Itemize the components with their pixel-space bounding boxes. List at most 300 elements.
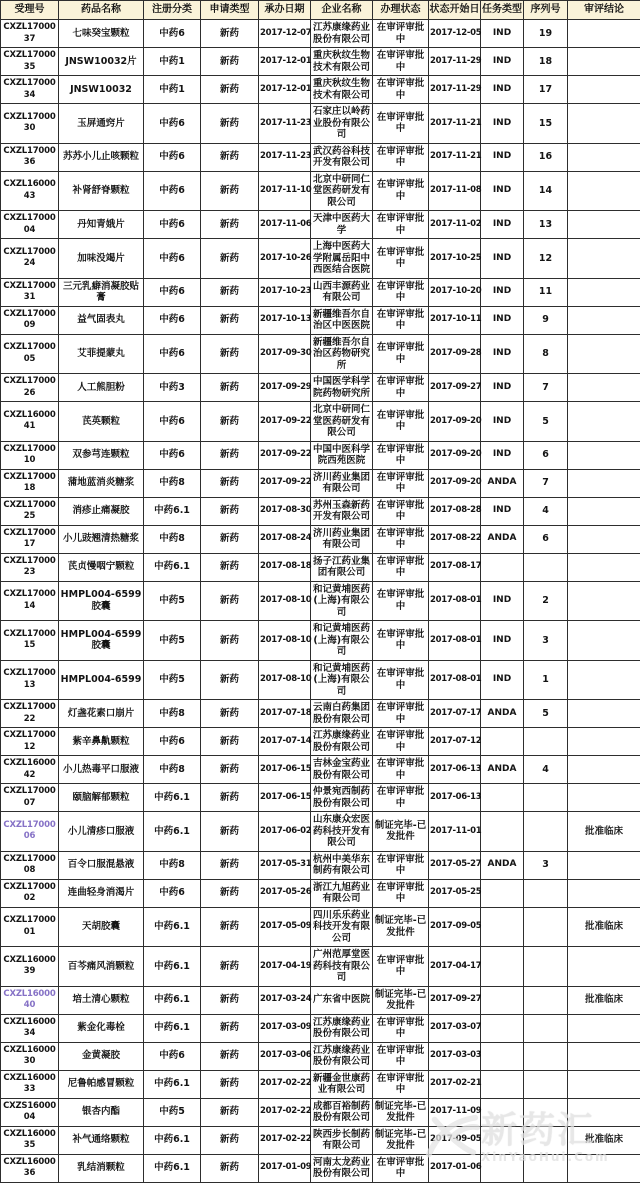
status-date-cell: 2017-02-21 xyxy=(429,1070,481,1098)
status-date-cell: 2017-08-17 xyxy=(429,553,481,581)
accept-date-cell: 2017-12-07 xyxy=(259,20,311,48)
conclusion-cell xyxy=(568,211,640,239)
app-type-cell: 新药 xyxy=(201,525,259,553)
status-date-cell: 2017-08-22 xyxy=(429,525,481,553)
acceptance-no-cell: CXZL1700007 xyxy=(1,784,59,812)
status-cell: 在审评审批中 xyxy=(373,278,429,306)
accept-date-cell: 2017-04-19 xyxy=(259,947,311,987)
conclusion-cell xyxy=(568,947,640,987)
company-cell: 吉林金宝药业股份有限公司 xyxy=(311,756,373,784)
table-row xyxy=(1,1154,640,1182)
seq-no-cell xyxy=(524,907,568,947)
conclusion-cell xyxy=(568,851,640,879)
accept-date-cell: 2017-02-22 xyxy=(259,1070,311,1098)
status-cell: 在审评审批中 xyxy=(373,851,429,879)
company-cell: 云南白药集团股份有限公司 xyxy=(311,700,373,728)
app-type-cell: 新药 xyxy=(201,986,259,1014)
seq-no-cell: 19 xyxy=(524,20,568,48)
status-cell: 在审评审批中 xyxy=(373,1014,429,1042)
app-type-cell: 新药 xyxy=(201,1126,259,1154)
reg-class-cell: 中药8 xyxy=(144,851,201,879)
reg-class-cell: 中药8 xyxy=(144,700,201,728)
app-type-cell: 新药 xyxy=(201,402,259,442)
table-row xyxy=(1,278,640,306)
conclusion-cell xyxy=(568,1154,640,1182)
acceptance-no-cell: CXZL1700022 xyxy=(1,700,59,728)
acceptance-no-cell: CXZL1700026 xyxy=(1,374,59,402)
conclusion-cell xyxy=(568,76,640,104)
accept-date-cell: 2017-08-10 xyxy=(259,660,311,700)
drug-name-cell: 丹知青娥片 xyxy=(59,211,144,239)
conclusion-cell xyxy=(568,306,640,334)
status-cell: 在审评审批中 xyxy=(373,441,429,469)
table-row xyxy=(1,104,640,144)
status-cell: 在审评审批中 xyxy=(373,525,429,553)
accept-date-cell: 2017-06-15 xyxy=(259,784,311,812)
accept-date-cell: 2017-09-22 xyxy=(259,402,311,442)
company-cell: 山东康众宏医药科技开发有限公司 xyxy=(311,812,373,852)
acceptance-no-cell: CXZL1600034 xyxy=(1,1014,59,1042)
status-date-cell: 2017-09-27 xyxy=(429,374,481,402)
seq-no-cell xyxy=(524,1070,568,1098)
status-cell: 在审评审批中 xyxy=(373,171,429,211)
acceptance-no-cell: CXZL1700015 xyxy=(1,621,59,661)
status-cell: 在审评审批中 xyxy=(373,728,429,756)
task-type-cell: IND xyxy=(481,581,524,621)
drug-name-cell: HMPL004-6599 xyxy=(59,660,144,700)
task-type-cell: IND xyxy=(481,374,524,402)
accept-date-cell: 2017-06-15 xyxy=(259,756,311,784)
drug-name-cell: 百芩痛风消颗粒 xyxy=(59,947,144,987)
accept-date-cell: 2017-06-02 xyxy=(259,812,311,852)
status-date-cell: 2017-07-17 xyxy=(429,700,481,728)
app-type-cell: 新药 xyxy=(201,581,259,621)
reg-class-cell: 中药6.1 xyxy=(144,1126,201,1154)
status-date-cell: 2017-07-12 xyxy=(429,728,481,756)
company-cell: 新疆维吾尔自治区药物研究所 xyxy=(311,334,373,374)
drug-name-cell: 补肾舒脊颗粒 xyxy=(59,171,144,211)
table-row xyxy=(1,1014,640,1042)
status-date-cell: 2017-11-21 xyxy=(429,104,481,144)
app-type-cell: 新药 xyxy=(201,171,259,211)
app-type-cell: 新药 xyxy=(201,334,259,374)
column-header: 企业名称 xyxy=(311,1,373,20)
table-row xyxy=(1,525,640,553)
conclusion-cell xyxy=(568,581,640,621)
accept-date-cell: 2017-05-09 xyxy=(259,907,311,947)
app-type-cell: 新药 xyxy=(201,851,259,879)
conclusion-cell xyxy=(568,469,640,497)
drug-name-cell: 培土清心颗粒 xyxy=(59,986,144,1014)
company-cell: 重庆秋纹生物技术有限公司 xyxy=(311,76,373,104)
app-type-cell: 新药 xyxy=(201,143,259,171)
table-row xyxy=(1,660,640,700)
company-cell: 河南太龙药业股份有限公司 xyxy=(311,1154,373,1182)
acceptance-no-cell: CXZL1700002 xyxy=(1,879,59,907)
column-header: 药品名称 xyxy=(59,1,144,20)
reg-class-cell: 中药6 xyxy=(144,306,201,334)
acceptance-no-cell: CXZL1600033 xyxy=(1,1070,59,1098)
reg-class-cell: 中药8 xyxy=(144,469,201,497)
acceptance-no-cell[interactable]: CXZL1700006 xyxy=(1,812,59,852)
table-row xyxy=(1,986,640,1014)
task-type-cell xyxy=(481,879,524,907)
company-cell: 中国中医科学院西苑医院 xyxy=(311,441,373,469)
status-cell: 在审评审批中 xyxy=(373,660,429,700)
acceptance-no-cell: CXZL1700012 xyxy=(1,728,59,756)
status-cell: 在审评审批中 xyxy=(373,497,429,525)
table-row xyxy=(1,441,640,469)
table-row xyxy=(1,907,640,947)
acceptance-no-cell: CXZL1700009 xyxy=(1,306,59,334)
acceptance-no-cell: CXZL1700030 xyxy=(1,104,59,144)
acceptance-no-cell: CXZL1700010 xyxy=(1,441,59,469)
seq-no-cell: 3 xyxy=(524,851,568,879)
task-type-cell: IND xyxy=(481,211,524,239)
status-date-cell: 2017-11-08 xyxy=(429,171,481,211)
table-row xyxy=(1,497,640,525)
task-type-cell: IND xyxy=(481,621,524,661)
company-cell: 仲景宛西制药股份有限公司 xyxy=(311,784,373,812)
status-cell: 制证完毕-已发批件 xyxy=(373,1126,429,1154)
task-type-cell: IND xyxy=(481,402,524,442)
drug-name-cell: 玉屏通窍片 xyxy=(59,104,144,144)
company-cell: 扬子江药业集团有限公司 xyxy=(311,553,373,581)
status-date-cell: 2017-08-28 xyxy=(429,497,481,525)
task-type-cell xyxy=(481,947,524,987)
app-type-cell: 新药 xyxy=(201,48,259,76)
app-type-cell: 新药 xyxy=(201,784,259,812)
app-type-cell: 新药 xyxy=(201,553,259,581)
column-header: 序列号 xyxy=(524,1,568,20)
company-cell: 陕西步长制药有限公司 xyxy=(311,1126,373,1154)
conclusion-cell xyxy=(568,553,640,581)
table-row xyxy=(1,700,640,728)
table-row xyxy=(1,1042,640,1070)
column-header: 注册分类 xyxy=(144,1,201,20)
status-date-cell: 2017-03-07 xyxy=(429,1014,481,1042)
header-row xyxy=(1,1,640,20)
conclusion-cell: 批准临床 xyxy=(568,907,640,947)
acceptance-no-cell: CXZS1600004 xyxy=(1,1098,59,1126)
status-cell: 在审评审批中 xyxy=(373,700,429,728)
reg-class-cell: 中药6 xyxy=(144,334,201,374)
reg-class-cell: 中药6 xyxy=(144,211,201,239)
reg-class-cell: 中药6 xyxy=(144,171,201,211)
status-cell: 在审评审批中 xyxy=(373,402,429,442)
acceptance-no-cell[interactable]: CXZL1600040 xyxy=(1,986,59,1014)
drug-name-cell: 百令口服混悬液 xyxy=(59,851,144,879)
conclusion-cell: 批准临床 xyxy=(568,812,640,852)
status-cell: 在审评审批中 xyxy=(373,581,429,621)
task-type-cell: IND xyxy=(481,143,524,171)
drug-name-cell: 小儿豉翘清热糖浆 xyxy=(59,525,144,553)
conclusion-cell xyxy=(568,1098,640,1126)
company-cell: 四川乐乐药业科技开发有限公司 xyxy=(311,907,373,947)
company-cell: 杭州中美华东制药有限公司 xyxy=(311,851,373,879)
status-cell: 制证完毕-已发批件 xyxy=(373,907,429,947)
app-type-cell: 新药 xyxy=(201,469,259,497)
status-date-cell: 2017-10-11 xyxy=(429,306,481,334)
task-type-cell: IND xyxy=(481,171,524,211)
task-type-cell: IND xyxy=(481,278,524,306)
status-cell: 制证完毕-已发批件 xyxy=(373,1098,429,1126)
column-header: 申请类型 xyxy=(201,1,259,20)
status-date-cell: 2017-06-13 xyxy=(429,784,481,812)
seq-no-cell: 5 xyxy=(524,402,568,442)
seq-no-cell xyxy=(524,1014,568,1042)
drug-name-cell: 消疹止痛凝胶 xyxy=(59,497,144,525)
task-type-cell: ANDA xyxy=(481,700,524,728)
accept-date-cell: 2017-10-26 xyxy=(259,239,311,279)
reg-class-cell: 中药6 xyxy=(144,1042,201,1070)
app-type-cell: 新药 xyxy=(201,1070,259,1098)
reg-class-cell: 中药6 xyxy=(144,20,201,48)
task-type-cell: ANDA xyxy=(481,525,524,553)
seq-no-cell xyxy=(524,812,568,852)
drug-name-cell: 乳结消颗粒 xyxy=(59,1154,144,1182)
task-type-cell: IND xyxy=(481,441,524,469)
table-row xyxy=(1,48,640,76)
acceptance-no-cell: CXZL1700017 xyxy=(1,525,59,553)
reg-class-cell: 中药6.1 xyxy=(144,1014,201,1042)
table-body xyxy=(1,20,640,1183)
acceptance-no-cell: CXZL1600030 xyxy=(1,1042,59,1070)
reg-class-cell: 中药3 xyxy=(144,374,201,402)
acceptance-no-cell: CXZL1700035 xyxy=(1,48,59,76)
company-cell: 成都百裕制药股份有限公司 xyxy=(311,1098,373,1126)
seq-no-cell: 6 xyxy=(524,441,568,469)
acceptance-no-cell: CXZL1700001 xyxy=(1,907,59,947)
task-type-cell: IND xyxy=(481,76,524,104)
company-cell: 天津中医药大学 xyxy=(311,211,373,239)
table-row xyxy=(1,553,640,581)
status-cell: 在审评审批中 xyxy=(373,621,429,661)
conclusion-cell xyxy=(568,441,640,469)
reg-class-cell: 中药6.1 xyxy=(144,812,201,852)
status-cell: 在审评审批中 xyxy=(373,469,429,497)
status-cell: 在审评审批中 xyxy=(373,879,429,907)
conclusion-cell xyxy=(568,497,640,525)
task-type-cell: IND xyxy=(481,334,524,374)
task-type-cell xyxy=(481,1098,524,1126)
seq-no-cell: 2 xyxy=(524,581,568,621)
seq-no-cell xyxy=(524,553,568,581)
drug-name-cell: 三元乳癖消凝胶贴膏 xyxy=(59,278,144,306)
status-date-cell: 2017-03-03 xyxy=(429,1042,481,1070)
seq-no-cell: 14 xyxy=(524,171,568,211)
accept-date-cell: 2017-01-09 xyxy=(259,1154,311,1182)
drug-name-cell: 芪贞慢咽宁颗粒 xyxy=(59,553,144,581)
task-type-cell xyxy=(481,907,524,947)
seq-no-cell xyxy=(524,784,568,812)
company-cell: 北京中研同仁堂医药研发有限公司 xyxy=(311,171,373,211)
acceptance-no-cell: CXZL1600041 xyxy=(1,402,59,442)
conclusion-cell xyxy=(568,660,640,700)
conclusion-cell xyxy=(568,171,640,211)
drug-name-cell: 人工熊胆粉 xyxy=(59,374,144,402)
conclusion-cell xyxy=(568,334,640,374)
seq-no-cell: 4 xyxy=(524,497,568,525)
status-cell: 在审评审批中 xyxy=(373,76,429,104)
accept-date-cell: 2017-11-06 xyxy=(259,211,311,239)
app-type-cell: 新药 xyxy=(201,76,259,104)
accept-date-cell: 2017-08-10 xyxy=(259,621,311,661)
task-type-cell xyxy=(481,1014,524,1042)
conclusion-cell xyxy=(568,879,640,907)
company-cell: 浙江九旭药业有限公司 xyxy=(311,879,373,907)
accept-date-cell: 2017-11-10 xyxy=(259,171,311,211)
reg-class-cell: 中药6.1 xyxy=(144,553,201,581)
reg-class-cell: 中药6 xyxy=(144,278,201,306)
status-date-cell: 2017-09-05 xyxy=(429,1126,481,1154)
status-date-cell: 2017-11-21 xyxy=(429,143,481,171)
task-type-cell: IND xyxy=(481,48,524,76)
seq-no-cell: 12 xyxy=(524,239,568,279)
reg-class-cell: 中药6 xyxy=(144,104,201,144)
task-type-cell: ANDA xyxy=(481,469,524,497)
watermark-domain-text: XinYaoHui.Com xyxy=(481,1150,610,1164)
accept-date-cell: 2017-02-22 xyxy=(259,1126,311,1154)
status-cell: 在审评审批中 xyxy=(373,104,429,144)
table-row xyxy=(1,239,640,279)
drug-name-cell: 补气通络颗粒 xyxy=(59,1126,144,1154)
accept-date-cell: 2017-12-01 xyxy=(259,48,311,76)
drug-name-cell: 颐脑解郁颗粒 xyxy=(59,784,144,812)
accept-date-cell: 2017-07-14 xyxy=(259,728,311,756)
status-date-cell: 2017-09-27 xyxy=(429,986,481,1014)
conclusion-cell: 批准临床 xyxy=(568,1126,640,1154)
column-header: 办理状态 xyxy=(373,1,429,20)
drug-name-cell: 七味癸宝颗粒 xyxy=(59,20,144,48)
status-date-cell: 2017-11-29 xyxy=(429,76,481,104)
table-row xyxy=(1,334,640,374)
accept-date-cell: 2017-09-29 xyxy=(259,374,311,402)
conclusion-cell xyxy=(568,143,640,171)
status-date-cell: 2017-11-29 xyxy=(429,48,481,76)
status-cell: 在审评审批中 xyxy=(373,947,429,987)
accept-date-cell: 2017-09-22 xyxy=(259,441,311,469)
table-row xyxy=(1,1070,640,1098)
drug-name-cell: JNSW10032 xyxy=(59,76,144,104)
conclusion-cell xyxy=(568,784,640,812)
conclusion-cell xyxy=(568,239,640,279)
task-type-cell: IND xyxy=(481,497,524,525)
status-date-cell: 2017-06-13 xyxy=(429,756,481,784)
reg-class-cell: 中药6 xyxy=(144,143,201,171)
drug-name-cell: HMPL004-6599胶囊 xyxy=(59,621,144,661)
seq-no-cell: 6 xyxy=(524,525,568,553)
drug-name-cell: HMPL004-6599胶囊 xyxy=(59,581,144,621)
accept-date-cell: 2017-11-23 xyxy=(259,104,311,144)
company-cell: 江苏康缘药业股份有限公司 xyxy=(311,1014,373,1042)
table-row xyxy=(1,621,640,661)
conclusion-cell xyxy=(568,104,640,144)
drug-name-cell: 艾菲提蒙丸 xyxy=(59,334,144,374)
status-cell: 在审评审批中 xyxy=(373,20,429,48)
seq-no-cell: 16 xyxy=(524,143,568,171)
status-date-cell: 2017-10-20 xyxy=(429,278,481,306)
accept-date-cell: 2017-02-22 xyxy=(259,1098,311,1126)
table-row xyxy=(1,947,640,987)
reg-class-cell: 中药6.1 xyxy=(144,986,201,1014)
accept-date-cell: 2017-09-30 xyxy=(259,334,311,374)
app-type-cell: 新药 xyxy=(201,1098,259,1126)
accept-date-cell: 2017-05-26 xyxy=(259,879,311,907)
acceptance-no-cell: CXZL1700036 xyxy=(1,143,59,171)
acceptance-no-cell: CXZL1700025 xyxy=(1,497,59,525)
table-row xyxy=(1,469,640,497)
conclusion-cell xyxy=(568,374,640,402)
status-date-cell: 2017-09-20 xyxy=(429,469,481,497)
drug-name-cell: 益气固表丸 xyxy=(59,306,144,334)
status-cell: 在审评审批中 xyxy=(373,143,429,171)
seq-no-cell xyxy=(524,1154,568,1182)
seq-no-cell: 5 xyxy=(524,700,568,728)
status-cell: 制证完毕-已发批件 xyxy=(373,812,429,852)
accept-date-cell: 2017-05-31 xyxy=(259,851,311,879)
seq-no-cell xyxy=(524,1098,568,1126)
status-cell: 在审评审批中 xyxy=(373,1042,429,1070)
app-type-cell: 新药 xyxy=(201,278,259,306)
acceptance-no-cell: CXZL1700023 xyxy=(1,553,59,581)
reg-class-cell: 中药6 xyxy=(144,728,201,756)
app-type-cell: 新药 xyxy=(201,441,259,469)
table-row xyxy=(1,784,640,812)
accept-date-cell: 2017-12-01 xyxy=(259,76,311,104)
status-date-cell: 2017-09-28 xyxy=(429,334,481,374)
app-type-cell: 新药 xyxy=(201,1154,259,1182)
status-date-cell: 2017-04-17 xyxy=(429,947,481,987)
status-date-cell: 2017-08-01 xyxy=(429,621,481,661)
conclusion-cell xyxy=(568,756,640,784)
drug-name-cell: 尼鲁帕感冒颗粒 xyxy=(59,1070,144,1098)
status-cell: 在审评审批中 xyxy=(373,306,429,334)
acceptance-no-cell: CXZL1700013 xyxy=(1,660,59,700)
seq-no-cell xyxy=(524,1126,568,1154)
drug-name-cell: 银杏内酯 xyxy=(59,1098,144,1126)
seq-no-cell: 7 xyxy=(524,469,568,497)
acceptance-no-cell: CXZL1700008 xyxy=(1,851,59,879)
conclusion-cell xyxy=(568,1014,640,1042)
conclusion-cell xyxy=(568,278,640,306)
app-type-cell: 新药 xyxy=(201,306,259,334)
task-type-cell xyxy=(481,1126,524,1154)
status-cell: 在审评审批中 xyxy=(373,756,429,784)
status-date-cell: 2017-08-01 xyxy=(429,581,481,621)
reg-class-cell: 中药8 xyxy=(144,525,201,553)
reg-class-cell: 中药6.1 xyxy=(144,784,201,812)
task-type-cell xyxy=(481,728,524,756)
company-cell: 新疆维吾尔自治区中医医院 xyxy=(311,306,373,334)
acceptance-no-cell: CXZL1600042 xyxy=(1,756,59,784)
task-type-cell xyxy=(481,1154,524,1182)
conclusion-cell xyxy=(568,20,640,48)
conclusion-cell xyxy=(568,48,640,76)
table-row xyxy=(1,374,640,402)
seq-no-cell: 9 xyxy=(524,306,568,334)
app-type-cell: 新药 xyxy=(201,756,259,784)
status-cell: 在审评审批中 xyxy=(373,1070,429,1098)
company-cell: 和记黄埔医药(上海)有限公司 xyxy=(311,581,373,621)
drug-name-cell: 灯盏花素口崩片 xyxy=(59,700,144,728)
acceptance-no-cell: CXZL1700018 xyxy=(1,469,59,497)
app-type-cell: 新药 xyxy=(201,374,259,402)
conclusion-cell xyxy=(568,700,640,728)
company-cell: 新疆金世康药业有限公司 xyxy=(311,1070,373,1098)
conclusion-cell xyxy=(568,621,640,661)
seq-no-cell: 3 xyxy=(524,621,568,661)
